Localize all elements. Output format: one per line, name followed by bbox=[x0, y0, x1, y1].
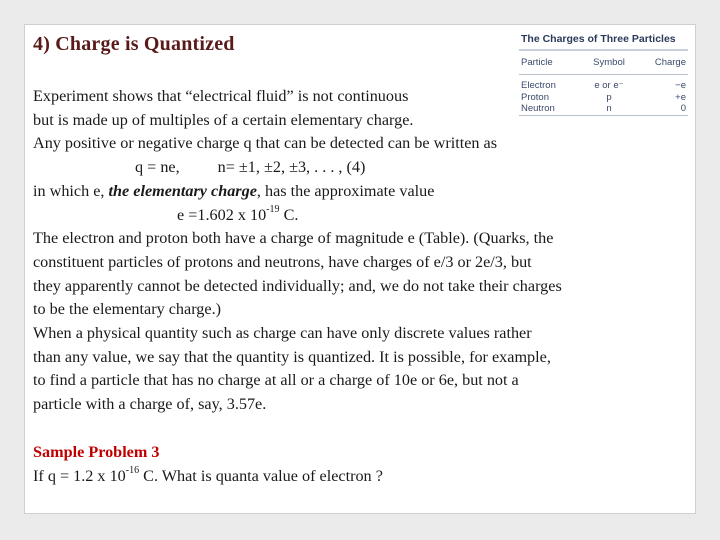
table-header-particle: Particle bbox=[521, 57, 553, 68]
text-line: constituent particles of protons and neutrons, have charges of e/3 or 2e/3, but bbox=[33, 252, 532, 271]
text-line bbox=[33, 180, 693, 204]
text-fragment: in which e, bbox=[33, 181, 109, 200]
table-header-symbol: Symbol bbox=[593, 57, 625, 68]
table-cell-charge: +e bbox=[675, 91, 686, 103]
table-rule bbox=[519, 74, 688, 75]
slide-title: 4) Charge is Quantized bbox=[33, 33, 235, 55]
text-line: but is made up of multiples of a certain elementary charge. bbox=[33, 110, 414, 129]
table-cell-particle: Neutron bbox=[521, 103, 555, 114]
text-line: to find a particle that has no charge at all or a charge of 10e or 6e, but not a bbox=[33, 371, 519, 390]
equation-exponent: -19 bbox=[266, 204, 280, 216]
sample-problem-title: Sample Problem 3 bbox=[33, 442, 160, 461]
text-line: When a physical quantity such as charge can have only discrete values rather bbox=[33, 324, 532, 343]
text-line: The electron and proton both have a charge of magnitude e (Table). (Quarks, the bbox=[33, 229, 554, 248]
text-line: they apparently cannot be detected individually; and, we do not take their charges bbox=[33, 276, 562, 295]
equation-base: e =1.602 x 10 bbox=[177, 205, 267, 224]
table-cell-charge: −e bbox=[675, 80, 686, 91]
sample-problem-question bbox=[33, 465, 693, 489]
table-caption: The Charges of Three Particles bbox=[521, 33, 676, 45]
equation-right: n= ±1, ±2, ±3, . . . , (4) bbox=[217, 158, 366, 177]
question-base: If q = 1.2 x 10 bbox=[33, 466, 126, 485]
table-cell-particle: Proton bbox=[521, 91, 549, 103]
equation-unit: C. bbox=[279, 205, 299, 224]
elementary-charge-term: the elementary charge bbox=[108, 181, 257, 200]
body-text bbox=[33, 85, 693, 488]
text-fragment: , has the approximate value bbox=[256, 181, 435, 200]
table-rule bbox=[519, 49, 688, 51]
text-line: particle with a charge of, say, 3.57e. bbox=[33, 395, 267, 414]
equation-left: q = ne, bbox=[135, 158, 180, 177]
table-header-row bbox=[521, 57, 686, 69]
text-line: Experiment shows that “electrical fluid” is not continuous bbox=[33, 87, 409, 105]
question-rest: C. What is quanta value of electron ? bbox=[139, 466, 383, 485]
spacer bbox=[33, 417, 693, 441]
text-line: than any value, we say that the quantity is quantized. It is possible, for example, bbox=[33, 347, 551, 366]
table-cell-symbol: n bbox=[606, 103, 612, 114]
table-cell-symbol: p bbox=[606, 91, 612, 103]
equation-quantization bbox=[33, 156, 693, 180]
table-header-charge: Charge bbox=[654, 57, 686, 68]
text-line: Any positive or negative charge q that can be detected can be written as bbox=[33, 134, 498, 153]
table-cell-charge: 0 bbox=[680, 103, 686, 114]
table-cell-symbol: e or e⁻ bbox=[594, 80, 624, 91]
equation-elementary-charge bbox=[33, 204, 693, 228]
slide bbox=[24, 24, 696, 514]
table-cell-particle: Electron bbox=[521, 80, 556, 91]
text-line: to be the elementary charge.) bbox=[33, 300, 222, 319]
question-exponent: -16 bbox=[125, 465, 140, 477]
